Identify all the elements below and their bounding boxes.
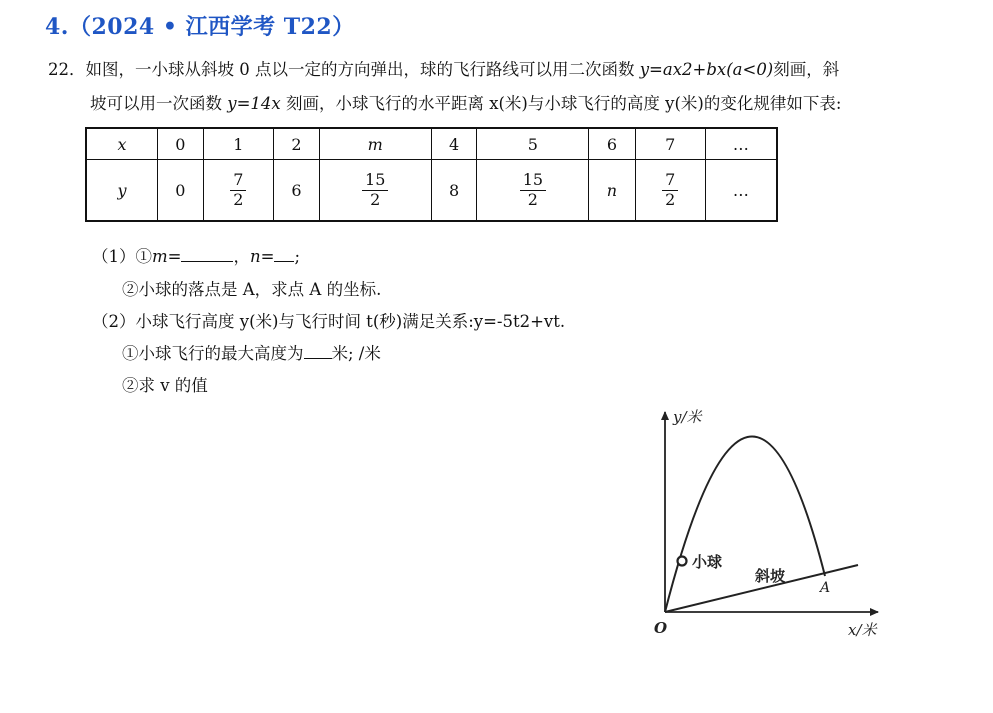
ball-label: 小球 [692, 553, 723, 571]
slope-label: 斜坡 [755, 567, 786, 585]
fraction-denominator: 2 [233, 189, 244, 209]
trajectory-figure [600, 400, 910, 645]
x-axis-label: x/米 [848, 621, 877, 639]
linear-equation: y=14x [227, 94, 281, 113]
q1-end: ; [294, 247, 300, 266]
fraction-denominator: 2 [527, 189, 538, 209]
table-cell [477, 160, 589, 222]
fraction-numerator: 7 [230, 171, 246, 190]
problem-text-2b: 刻画，小球飞行的水平距离 x(米)与小球飞行的高度 y(米)的变化规律如下表: [280, 94, 842, 113]
table-cell: 7 [635, 128, 705, 160]
question-2: （2）小球飞行高度 y(米)与飞行时间 t(秒)满足关系:y=-5t2+vt. [92, 312, 566, 331]
fraction [520, 171, 546, 209]
q2a-unit: 米; /米 [331, 344, 381, 363]
answer-blank-m[interactable] [181, 260, 233, 262]
q1-label: （1）① [92, 247, 152, 266]
fraction-denominator: 2 [370, 189, 381, 209]
q1-m: m= [152, 247, 182, 266]
problem-text-1a: 如图，一小球从斜坡 0 点以一定的方向弹出，球的飞行路线可以用二次函数 [85, 60, 640, 79]
table-cell: 8 [431, 160, 477, 222]
q2a-text: ①小球飞行的最大高度为 [122, 344, 304, 363]
page-title: 4.（2024 • 江西学考 T22） [45, 14, 355, 40]
table-cell: 4 [431, 128, 477, 160]
fraction-numerator: 7 [662, 171, 678, 190]
table-cell: m [319, 128, 431, 160]
problem-text-2a: 坡可以用一次函数 [90, 94, 228, 113]
table-cell [635, 160, 705, 222]
table-cell [203, 160, 273, 222]
y-axis-label: y/米 [673, 408, 702, 426]
problem-line-2 [90, 90, 841, 114]
question-2b: ②求 v 的值 [122, 376, 208, 395]
problem-line-1 [48, 56, 839, 80]
question-2a [122, 340, 381, 364]
trajectory-curve [665, 436, 825, 612]
answer-blank-n[interactable] [274, 260, 294, 262]
table-cell: 1 [203, 128, 273, 160]
table-cell: 0 [158, 128, 204, 160]
table-cell: n [589, 160, 635, 222]
table-cell [319, 160, 431, 222]
fraction [230, 171, 246, 209]
table-cell: 0 [158, 160, 204, 222]
table-cell: 5 [477, 128, 589, 160]
table-cell: 6 [274, 160, 320, 222]
origin-label: O [654, 619, 668, 637]
table-cell: 6 [589, 128, 635, 160]
problem-text-1b: 刻画，斜 [773, 60, 840, 79]
table-cell: … [705, 128, 777, 160]
answer-blank-height[interactable] [304, 357, 332, 359]
quadratic-equation: y=ax2+bx(a<0) [639, 60, 774, 79]
question-1b: ②小球的落点是 A，求点 A 的坐标. [122, 280, 382, 299]
table-cell: … [705, 160, 777, 222]
q1-n: n= [249, 247, 275, 266]
fraction [662, 171, 678, 209]
ball-icon [678, 557, 687, 566]
table-header-x: x [86, 128, 158, 160]
fraction-numerator: 15 [362, 171, 388, 190]
table-row-x [86, 128, 777, 160]
question-1a [92, 243, 300, 267]
problem-number: 22． [48, 60, 86, 79]
point-a-label: A [820, 580, 831, 596]
fraction-numerator: 15 [520, 171, 546, 190]
table-header-y: y [86, 160, 158, 222]
table-row-y [86, 160, 777, 222]
table-cell: 2 [274, 128, 320, 160]
fraction-denominator: 2 [665, 189, 676, 209]
data-table [85, 127, 778, 222]
q1-sep: ， [233, 247, 250, 266]
fraction [362, 171, 388, 209]
